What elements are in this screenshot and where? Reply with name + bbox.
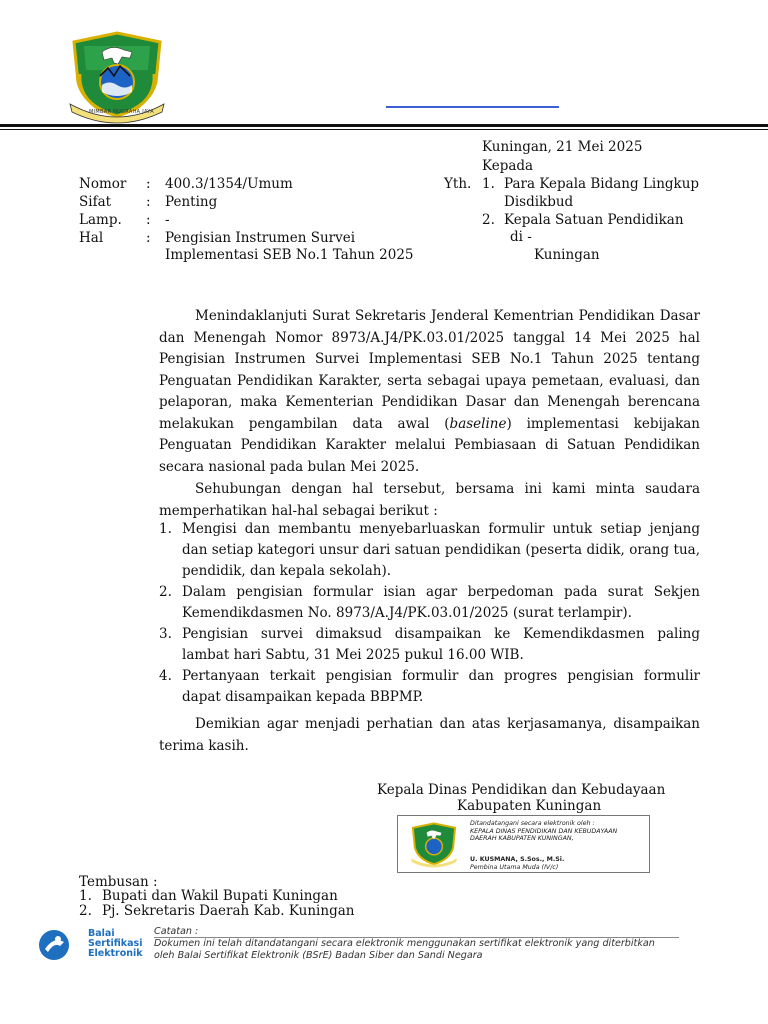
meta-value: Pengisian Instrumen Survei: [165, 230, 356, 246]
footer-note: [154, 926, 679, 962]
stamp-coat-of-arms-icon: [408, 820, 460, 870]
header-rule-thin: [0, 129, 768, 130]
footer-rule: [154, 937, 679, 938]
list-text: Pertanyaan terkait pengisian formulir dan progres pengisian formulir dapat disampaikan kepada BBPMP.: [182, 668, 700, 705]
recipient-2-line1: Kepala Satuan Pendidikan: [504, 212, 684, 228]
stamp-office-1: KEPALA DINAS PENDIDIKAN DAN KEBUDAYAAN: [470, 828, 618, 835]
stamp-rank: Pembina Utama Muda (IV/c): [470, 864, 559, 871]
logo-motto: MIMBAR NUGRAHA JAYA: [89, 109, 154, 115]
recipient-2-line3: Kuningan: [534, 247, 600, 263]
tembusan-2-text: Pj. Sekretaris Daerah Kab. Kuningan: [102, 903, 355, 919]
list-item: [159, 624, 700, 666]
stamp-name: U. KUSMANA, S.Sos., M.Si.: [470, 856, 565, 863]
meta-label: Hal: [79, 230, 104, 246]
meta-value: Penting: [165, 194, 218, 210]
list-item: [159, 666, 700, 708]
meta-value: -: [165, 212, 170, 228]
p1-text-a: Menindaklanjuti Surat Sekretaris Jenderal Kementrian Pendidikan Dasar dan Menengah Nomor 8973/A.J4/PK.03.01/2025 tanggal 14 Mei 2025 hal Pengisian Instrumen Survei Implementasi SEB No.1 Tahun 2025 tentang Penguatan Pendidikan Karakter, serta sebagai upaya pemetaan, evaluasi, dan pelaporan, maka Kementerian Pendidikan Dasar dan Menengah berencana melakukan pengambilan data awal (: [159, 308, 700, 432]
p1-italic: baseline: [449, 415, 507, 432]
body-paragraph-1: [159, 306, 700, 478]
meta-nomor: [79, 175, 459, 193]
stamp-signed-by: Ditandatangani secara elektronik oleh :: [470, 820, 595, 827]
letterhead-logo: [64, 30, 170, 124]
footer-note-line-2: oleh Balai Sertifikat Elektronik (BSrE) Badan Siber dan Sandi Negara: [154, 950, 483, 961]
header-blue-underline: [386, 106, 559, 108]
footer-catatan: Catatan :: [154, 926, 199, 937]
recipient-1-line2: Disdikbud: [504, 194, 574, 210]
list-text: Dalam pengisian formular isian agar berpedoman pada surat Sekjen Kemendikdasmen No. 8973/A.J4/PK.03.01/2025 (surat terlampir).: [182, 584, 700, 621]
meta-sep: :: [146, 230, 151, 246]
electronic-signature-stamp: [397, 815, 650, 873]
list-num: 3.: [159, 626, 172, 642]
recipient-yth: Yth.: [444, 176, 472, 192]
list-num: 1.: [159, 521, 172, 537]
recipient-1-num: 1.: [482, 176, 495, 192]
list-text: Pengisian survei dimaksud disampaikan ke Kemendikdasmen paling lambat hari Sabtu, 31 Mei 2025 pukul 16.00 WIB.: [182, 626, 700, 663]
bsre-line-2: Sertifikasi: [88, 938, 143, 949]
bsre-logo: [38, 927, 148, 965]
meta-sep: :: [146, 194, 151, 210]
list-num: 4.: [159, 668, 172, 684]
p1-text-b: ) implementasi kebijakan Penguatan Pendidikan Karakter melalui Pembiasaan di Satuan Pendidikan secara nasional pada bulan Mei 2025.: [159, 415, 700, 475]
place-date: Kuningan, 21 Mei 2025: [482, 139, 643, 155]
signature-title-2: Kabupaten Kuningan: [457, 798, 602, 814]
meta-lamp: [79, 211, 459, 229]
meta-value-line2: Implementasi SEB No.1 Tahun 2025: [165, 247, 414, 263]
signature-title-1: Kepala Dinas Pendidikan dan Kebudayaan: [377, 782, 666, 798]
list-num: 2.: [159, 584, 172, 600]
meta-label: Sifat: [79, 194, 112, 210]
meta-value: 400.3/1354/Umum: [165, 176, 293, 192]
bsre-emblem-icon: [38, 928, 70, 962]
bsre-line-3: Elektronik: [88, 948, 143, 959]
list-item: [159, 519, 700, 582]
recipient-2-num: 2.: [482, 212, 495, 228]
recipient-kepada: Kepada: [482, 158, 534, 174]
body-paragraph-2: Sehubungan dengan hal tersebut, bersama ini kami minta saudara memperhatikan hal-hal sebagai berikut :: [159, 481, 700, 519]
recipient-2-line2: di -: [510, 229, 532, 245]
meta-label: Nomor: [79, 176, 127, 192]
tembusan-1-text: Bupati dan Wakil Bupati Kuningan: [102, 888, 338, 904]
header-rule-thick: [0, 124, 768, 127]
meta-sep: :: [146, 176, 151, 192]
list-item: [159, 582, 700, 624]
meta-hal: [79, 229, 459, 265]
meta-sep: :: [146, 212, 151, 228]
tembusan-1-num: 1.: [79, 888, 92, 904]
tembusan-title: Tembusan :: [79, 874, 158, 890]
closing-paragraph: Demikian agar menjadi perhatian dan atas kerjasamanya, disampaikan terima kasih.: [159, 716, 700, 754]
bsre-line-1: Balai: [88, 928, 115, 939]
meta-sifat: [79, 193, 459, 211]
instruction-list: [159, 519, 700, 708]
stamp-office-2: DAERAH KABUPATEN KUNINGAN,: [470, 835, 574, 842]
recipient-1-line1: Para Kepala Bidang Lingkup: [504, 176, 700, 192]
footer-note-line-1: Dokumen ini telah ditandatangani secara elektronik menggunakan sertifikat elektronik yang diterbitkan: [154, 938, 655, 949]
list-text: Mengisi dan membantu menyebarluaskan formulir untuk setiap jenjang dan setiap kategori unsur dari satuan pendidikan (peserta didik, orang tua, pendidik, dan kepala sekolah).: [182, 521, 700, 579]
meta-label: Lamp.: [79, 212, 122, 228]
tembusan-2-num: 2.: [79, 903, 92, 919]
